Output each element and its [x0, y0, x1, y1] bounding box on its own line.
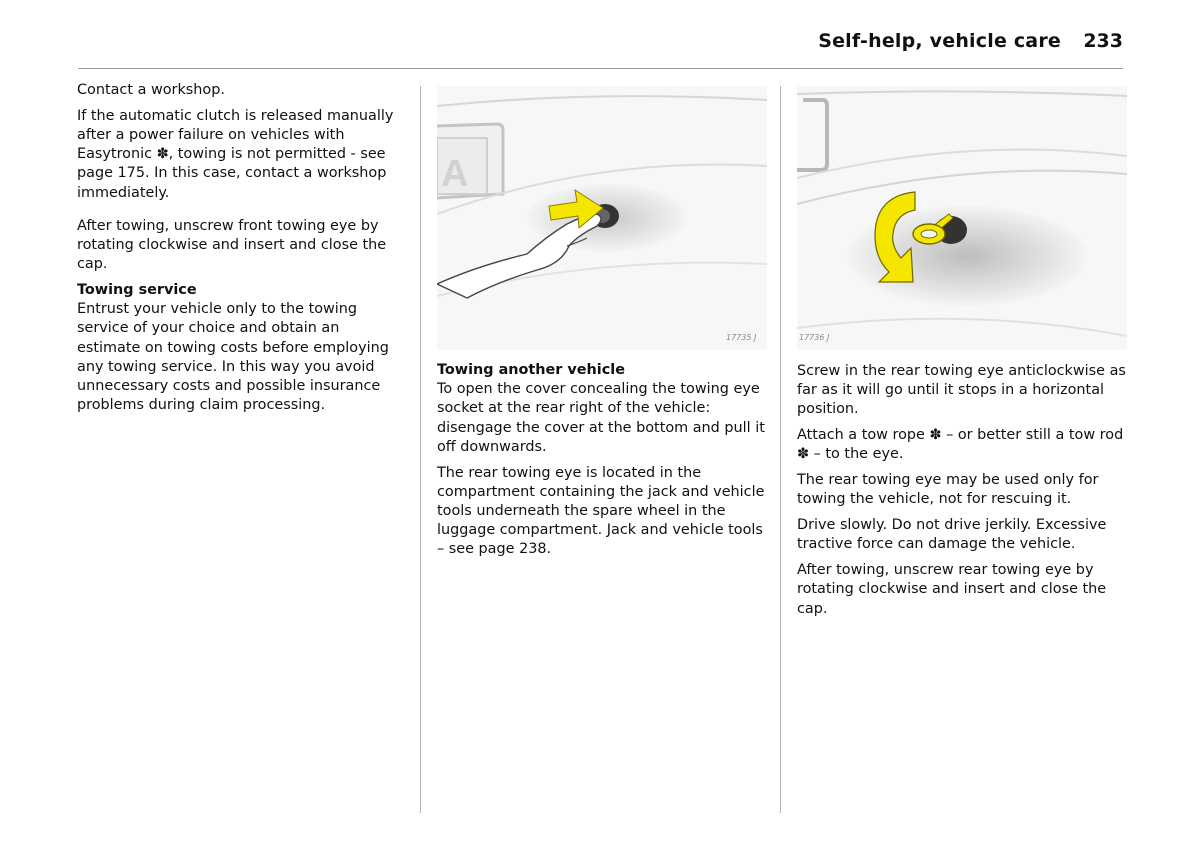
paragraph: The rear towing eye is located in the compartment containing the jack and vehicle tools underneath the spare wheel in the luggage compartment. Jack and vehicle tools – see page 238.	[437, 464, 765, 558]
paragraph: After towing, unscrew rear towing eye by rotating clockwise and insert and close the cap.	[797, 562, 1107, 617]
paragraph: The rear towing eye may be used only for towing the vehicle, not for rescuing it.	[797, 472, 1099, 508]
paragraph: To open the cover concealing the towing eye socket at the rear right of the vehicle: disengage the cover at the bottom and pull it off downwards.	[437, 381, 765, 455]
figure-code: 17735 J	[726, 333, 757, 342]
paragraph: Screw in the rear towing eye anticlockwise as far as it will go until it stops in a horizontal position.	[797, 363, 1126, 418]
column-divider	[420, 86, 421, 813]
column-left	[77, 81, 407, 422]
paragraph: Attach a tow rope ✽ – or better still a tow rod ✽ – to the eye.	[797, 427, 1124, 463]
illustration-open-cover	[437, 86, 767, 350]
column-divider	[780, 86, 781, 813]
paragraph: Entrust your vehicle only to the towing service of your choice and obtain an estimate on towing costs before employing any towing service. In this way you avoid unnecessary costs and possible insurance problems during claim processing.	[77, 301, 389, 414]
section-title: Self-help, vehicle care	[818, 30, 1061, 52]
subheading-towing-service: Towing service	[77, 282, 197, 299]
paragraph: If the automatic clutch is released manually after a power failure on vehicles with Easytronic ✽, towing is not permitted - see page 175. In this case, contact a workshop immediately.	[77, 107, 394, 201]
page-header	[78, 28, 1123, 69]
figure-code: 17736 J	[799, 333, 830, 342]
page-number: 233	[1083, 30, 1123, 52]
column-right	[797, 362, 1127, 625]
paragraph: Drive slowly. Do not drive jerkily. Excessive tractive force can damage the vehicle.	[797, 517, 1107, 553]
paragraph: Contact a workshop.	[77, 82, 225, 98]
illustration-towing-eye	[797, 86, 1127, 350]
paragraph: After towing, unscrew front towing eye by rotating clockwise and insert and close the cap.	[77, 217, 387, 273]
svg-text:A: A	[441, 153, 469, 195]
subheading-towing-another-vehicle: Towing another vehicle	[437, 362, 625, 378]
column-middle	[437, 361, 767, 566]
